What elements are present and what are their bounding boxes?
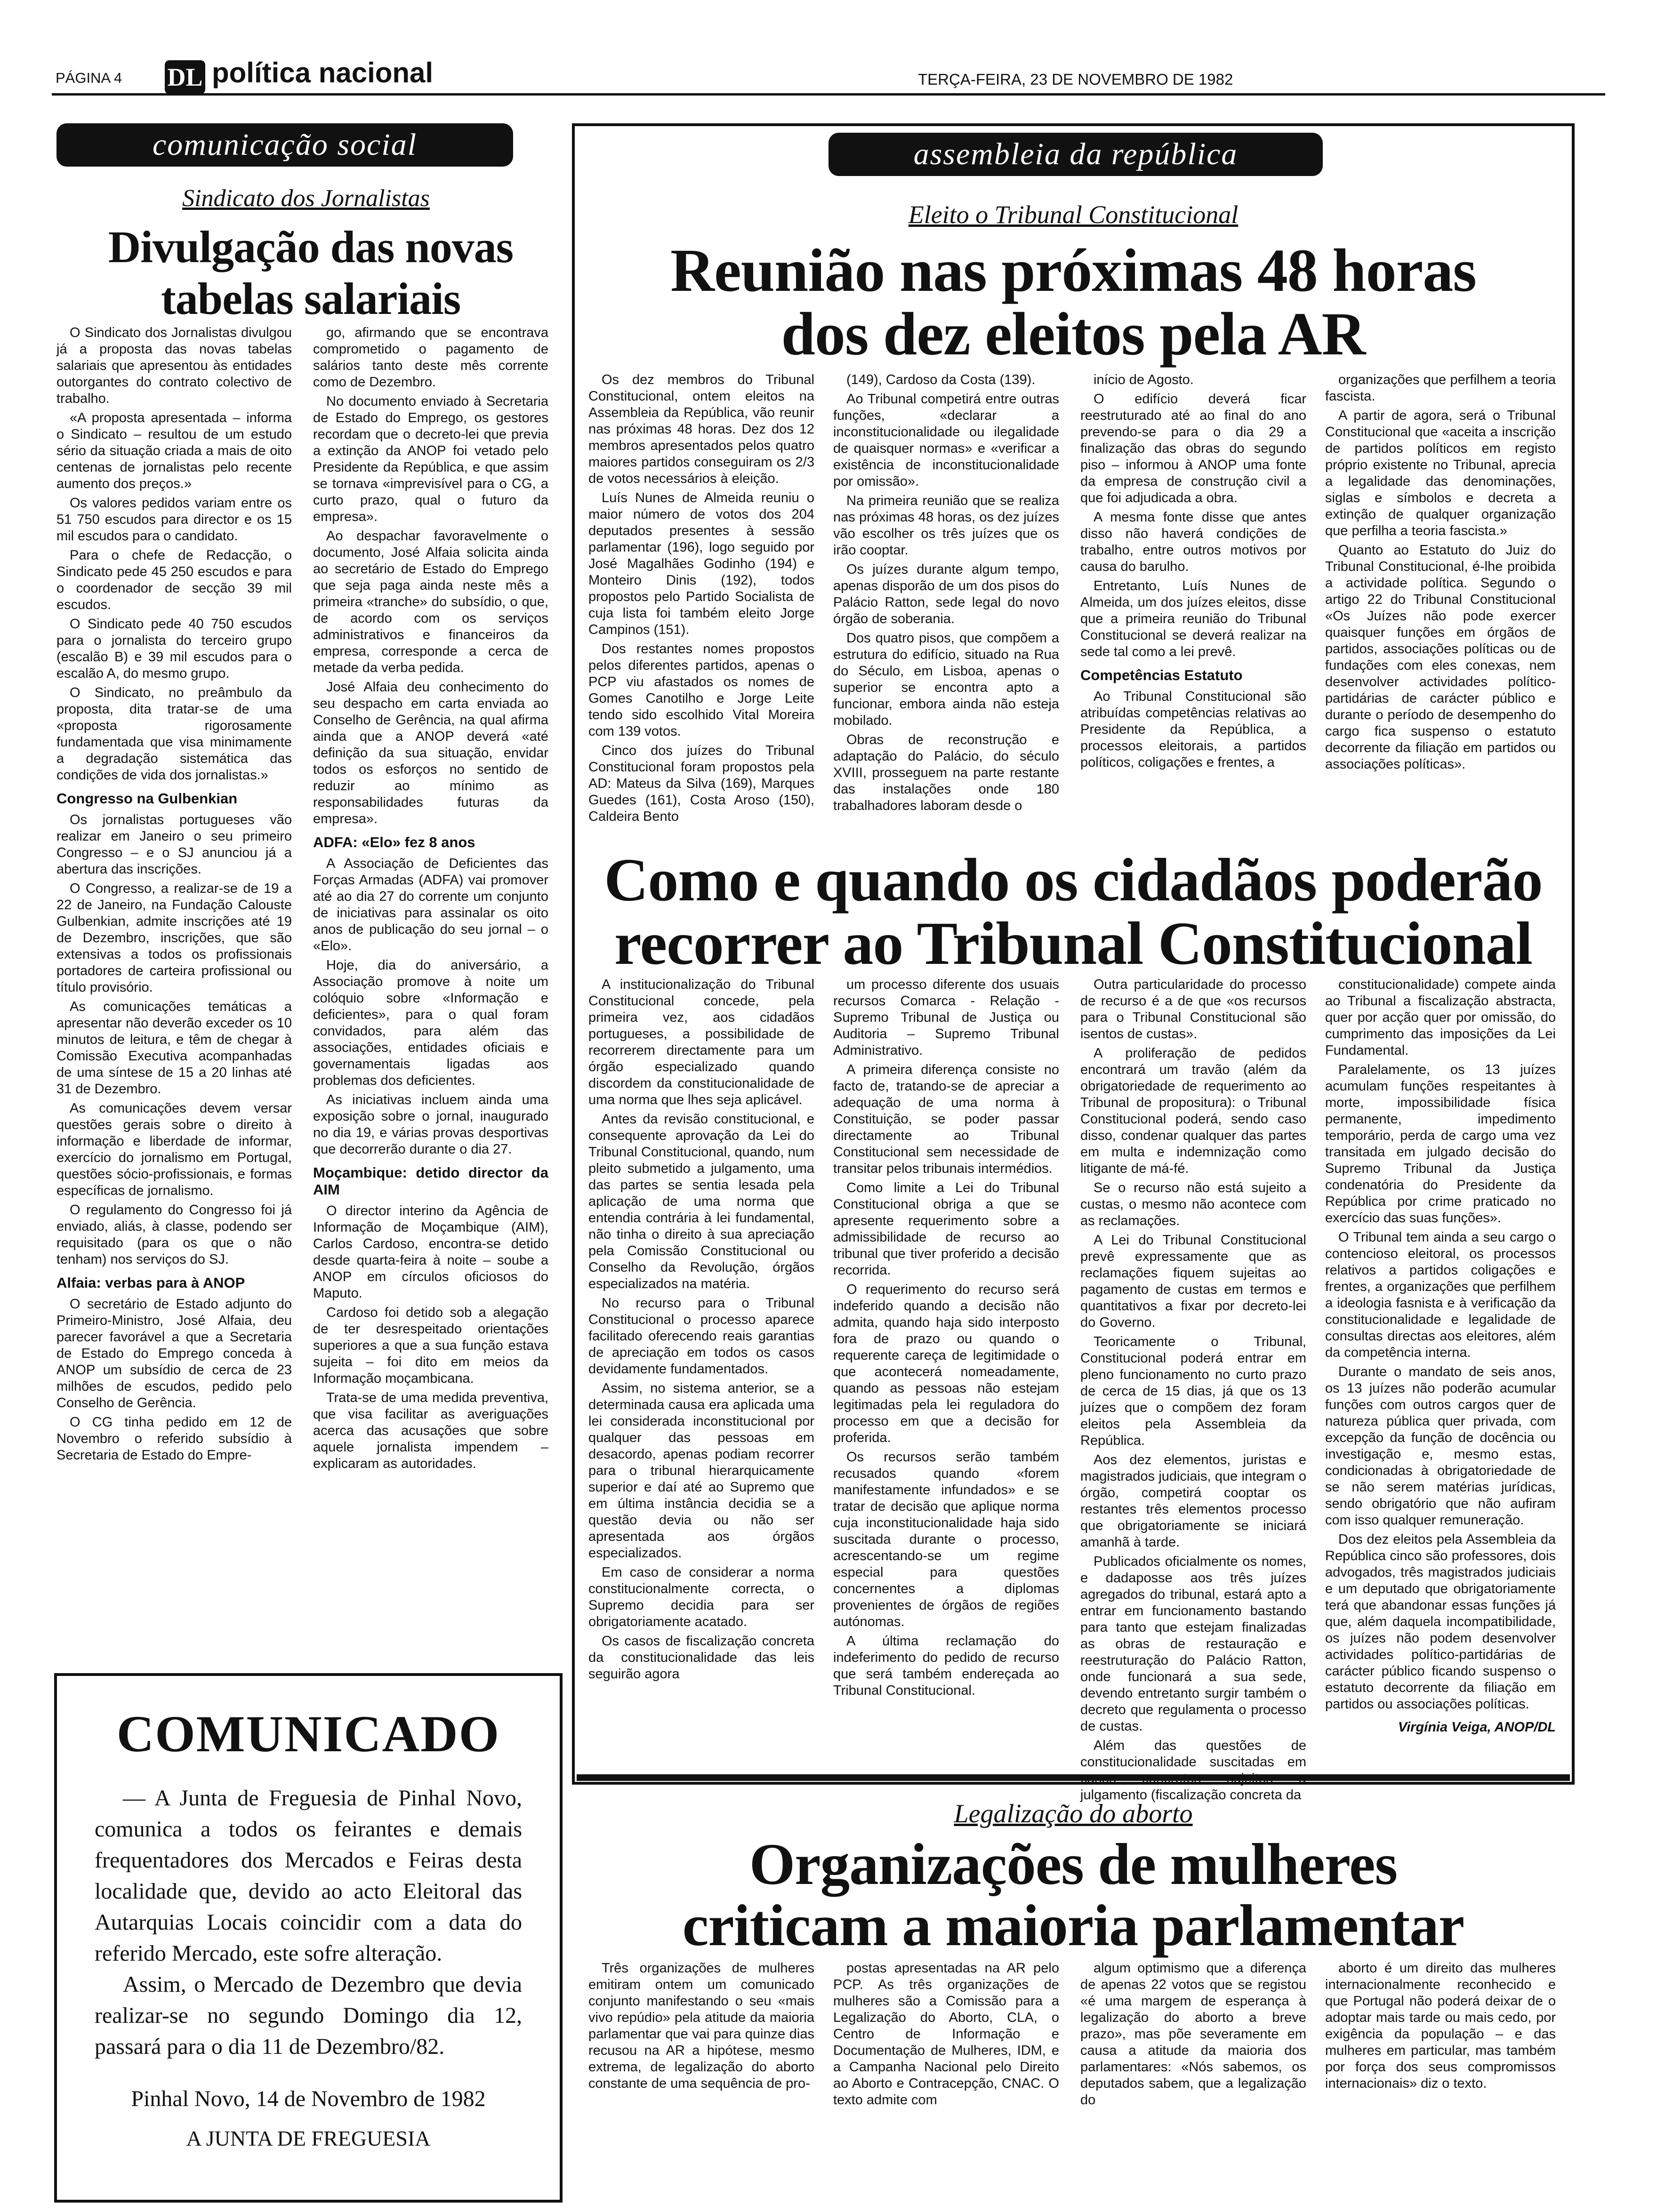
subhead-congresso: Congresso na Gulbenkian: [56, 790, 238, 807]
banner-comunicacao-social: comunicação social: [56, 123, 513, 167]
paragraph: O edifício deverá ficar reestruturado até ao final do ano prevendo-se para o dia 29 a finalização das obras do segundo piso – informou à ANOP uma fonte da empresa de construção civil a que foi adjudicada a obra.: [1080, 392, 1306, 505]
reuniao-col-2: [833, 372, 1059, 817]
paragraph: O Sindicato dos Jornalistas divulgou já a proposta das novas tabelas salariais que apresentou às entidades outorgantes do contrato colectivo de trabalho.: [56, 325, 292, 406]
paragraph: O secretário de Estado adjunto do Primeiro-Ministro, José Alfaia, deu parecer favorável a que a Secretaria de Estado do Emprego conceda à ANOP um subsídio de cerca de 23 milhões de escudos, pedido pelo Conselho de Gerência.: [56, 1297, 292, 1411]
paragraph: Os casos de fiscalização concreta da constitucionalidade das leis seguirão agora: [588, 1634, 814, 1682]
paragraph: Na primeira reunião que se realiza nas próximas 48 horas, os dez juízes vão escolher os três juízes que os irão cooptar.: [833, 493, 1059, 558]
byline: Virgínia Veiga, ANOP/DL: [1398, 1720, 1556, 1735]
paragraph: O Sindicato pede 40 750 escudos para o jornalista do terceiro grupo (escalão B) e 39 mil escudos para o escalão A, do mesmo grupo.: [56, 617, 292, 681]
header-rule: [52, 93, 1605, 96]
comunicado-box: [54, 1673, 563, 2203]
paragraph: Paralelamente, os 13 juízes acumulam funções respeitantes à morte, impossibilidade física permanente, impedimento temporário, perda de cargo uma vez transitada em julgado decisão do Supremo Tribunal da Justiça condenatória do Presidente da República por crime praticado no exercício das suas funções».: [1325, 1062, 1556, 1226]
headline-cidadaos-2: recorrer ao Tribunal Constitucional: [614, 910, 1532, 978]
headline-cidadaos-1: Como e quando os cidadãos poderão: [604, 846, 1543, 914]
paragraph: Obras de reconstrução e adaptação do Palácio, do século XVIII, prosseguem na parte restante das instalações onde 180 trabalhadores laboram desde o: [833, 732, 1059, 813]
kicker-aborto: Legalização do aborto: [954, 1799, 1193, 1828]
paragraph: um processo diferente dos usuais recursos Comarca - Relação - Supremo Tribunal de Justiça ou Auditoria – Supremo Tribunal Administrativo.: [833, 977, 1059, 1058]
paragraph: Hoje, dia do aniversário, a Associação promove à noite um colóquio sobre «Informação e deficientes», para o qual foram convidados, para além das associações, entidades oficiais e governamentais ligadas aos problemas dos deficientes.: [313, 958, 548, 1088]
banner-assembleia: assembleia da república: [828, 133, 1323, 176]
aborto-para-2: postas apresentadas na AR pelo PCP. As três organizações de mulheres são a Comissão para a Legalização do Aborto, CLA, o Centro de Informação e Documentação de Mulheres, IDM, e a Campanha Nacional pelo Direito ao Aborto e Contracepção, CNAC. O texto admite com: [833, 1961, 1059, 2108]
headline-tabelas: Divulgação das novas tabelas salariais: [108, 222, 514, 324]
subhead-competencias: Competências Estatuto: [1080, 667, 1243, 683]
paragraph: O Tribunal tem ainda a seu cargo o contencioso eleitoral, os processos relativos a partidos coligações e frentes, a organizações que perfilhem a ideologia fasnista e à verificação da constitucionalidade e legalidade de consultas directas aos eleitores, além da competência interna.: [1325, 1230, 1556, 1360]
headline-reuniao-1: Reunião nas próximas 48 horas: [670, 237, 1476, 305]
aborto-col-4: [1325, 1960, 1556, 2095]
paragraph: O Sindicato, no preâmbulo da proposta, dita tratar-se de uma «proposta rigorosamente fundamentada que visa minimamente a degradação sistemática das condições de vida dos jornalistas.»: [56, 685, 292, 783]
paragraph: O Congresso, a realizar-se de 19 a 22 de Janeiro, na Fundação Calouste Gulbenkian, admite inscrições até 19 de Dezembro, inscrições, que são extensivas a todos os profissionais portadores de carteira profissional ou título provisório.: [56, 881, 292, 995]
paragraph: Os jornalistas portugueses vão realizar em Janeiro o seu primeiro Congresso – e o SJ anunciou já a abertura das inscrições.: [56, 812, 292, 877]
paragraph: Luís Nunes de Almeida reuniu o maior número de votos dos 204 deputados presentes à sessão parlamentar (196), logo seguido por José Magalhães Godinho (194) e Monteiro Dinis (192), todos propostos pelo Partido Socialista de cuja lista foi também eleito Jorge Campinos (151).: [588, 490, 814, 637]
headline-reuniao-2: dos dez eleitos pela AR: [781, 300, 1366, 368]
paragraph: A institucionalização do Tribunal Constitucional concede, pela primeira vez, aos cidadãos portugueses, a possibilidade de recorrerem directamente para um órgão especializado quando discordem da constitucionalidade de uma norma que lhes seja aplicável.: [588, 977, 814, 1107]
paragraph: organizações que perfilhem a teoria fascista.: [1325, 372, 1556, 404]
reuniao-col-4: [1325, 372, 1556, 776]
paragraph: Antes da revisão constitucional, e consequente aprovação da Lei do Tribunal Constitucional, quando, num pleito submetido a julgamento, uma das partes se sentia lesada pela aplicação de uma norma que entendia contrária à lei fundamental, não tinha o direito à sua apreciação pela Comissão Constitucional ou Conselho da Revolução, órgãos especializados na matéria.: [588, 1112, 814, 1291]
paragraph: Quanto ao Estatuto do Juiz do Tribunal Constitucional, é-lhe proibida a actividade política. Segundo o artigo 22 do Tribunal Constitucional «Os Juízes não pode exercer quaisquer funções em órgãos de partidos, associações políticas ou de fundações com eles conexas, nem desenvolver actividades político-partidárias de carácter público e durante o período de desempenho do cargo fica suspenso o estatuto decorrente da filiação em partidos ou associações políticas».: [1325, 543, 1556, 772]
paragraph: Cardoso foi detido sob a alegação de ter desrespeitado orientações superiores a que a sua função estava sujeita – foi dito em meios da Informação moçambicana.: [313, 1305, 548, 1386]
paragraph: A Associação de Deficientes das Forças Armadas (ADFA) vai promover até ao dia 27 do corrente um conjunto de iniciativas para assinalar os oito anos de publicação do seu jornal – o «Elo».: [313, 856, 548, 954]
cidadaos-col-3: [1080, 977, 1306, 1806]
paragraph: No documento enviado à Secretaria de Estado do Emprego, os gestores recordam que o decreto-lei que previa a extinção da ANOP foi vetado pelo Presidente da República, e que assim se tornava «imprevisível para o CG, a curto prazo, qual o futuro da empresa».: [313, 394, 548, 524]
paragraph: Entretanto, Luís Nunes de Almeida, um dos juízes eleitos, disse que a primeira reunião do Tribunal Constitucional se deverá realizar na sede tal como a lei prevê.: [1080, 578, 1306, 659]
paragraph: Outra particularidade do processo de recurso é a de que «os recursos para o Tribunal Constitucional são isentos de custas».: [1080, 977, 1306, 1042]
cidadaos-col-4: [1325, 977, 1556, 1736]
paragraph: A última reclamação do indeferimento do pedido de recurso que será também endereçada ao Tribunal Constitucional.: [833, 1634, 1059, 1698]
comunicado-title: COMUNICADO: [116, 1705, 500, 1763]
paragraph: A proliferação de pedidos encontrará um travão (além da obrigatoriedade de requerimento ao Tribunal de propositura): o Tribunal Constitucional poderá, sendo caso disso, condenar qualquer das partes em multa e indemnização como litigante de má-fé.: [1080, 1046, 1306, 1176]
paragraph: Como limite a Lei do Tribunal Constitucional obriga a que se apresente requerimento sobre a admissibilidade de recurso ao tribunal que tiver proferido a decisão recorrida.: [833, 1180, 1059, 1278]
comunicado-body-2: Assim, o Mercado de Dezembro que devia realizar-se no segundo Domingo dia 12, passará para o dia 11 de Dezembro/82.: [95, 1972, 522, 2059]
comunicado-body: — A Junta de Freguesia de Pinhal Novo, comunica a todos os feirantes e demais frequentadores dos Mercados e Feiras desta localidade que, devido ao acto Eleitoral das Autarquias Locais coincidir com a data do referido Mercado, este sofre alteração.: [95, 1786, 522, 1966]
paragraph: Ao despachar favoravelmente o documento, José Alfaia solicita ainda ao secretário de Estado do Emprego que seja paga ainda neste mês a primeira «tranche» do subsídio, o que, de acordo com os serviços administrativos e financeiros da empresa, corresponde a cerca de metade da verba pedida.: [313, 529, 548, 675]
kicker-tribunal: Eleito o Tribunal Constitucional: [908, 200, 1239, 229]
reuniao-col-3: [1080, 372, 1306, 774]
paragraph: Teoricamente o Tribunal, Constitucional poderá entrar em pleno funcionamento no curto prazo de cerca de 15 dias, já que os 13 juízes que o compõem dez foram eleitos pela Assembleia da República.: [1080, 1334, 1306, 1448]
article-col-2: [313, 325, 548, 1475]
kicker-sindicato: Sindicato dos Jornalistas: [182, 185, 430, 212]
paragraph: Se o recurso não está sujeito a custas, o mesmo não acontece com as reclamações.: [1080, 1180, 1306, 1228]
subhead-mocambique: Moçambique: detido director da AIM: [313, 1164, 548, 1198]
paragraph: constitucionalidade) compete ainda ao Tribunal a fiscalização abstracta, quer por acção quer por omissão, do cumprimento das imposições da Lei Fundamental.: [1325, 977, 1556, 1058]
paragraph: A primeira diferença consiste no facto de, tratando-se de apreciar a adequação de uma norma à Constituição, se poder passar directamente ao Tribunal Constitucional sem necessidade de transitar pelos tribunais intermédios.: [833, 1062, 1059, 1176]
paragraph: As iniciativas incluem ainda uma exposição sobre o jornal, inaugurado no dia 19, e várias provas desportivas que decorrerão durante o dia 27.: [313, 1092, 548, 1157]
paragraph: Ao Tribunal competirá entre outras funções, «declarar a inconstitucionalidade ou ilegalidade de quaisquer normas» e «verificar a existência de inconstitucionalidade por omissão».: [833, 392, 1059, 489]
cidadaos-col-2: [833, 977, 1059, 1702]
paragraph: Durante o mandato de seis anos, os 13 juízes não poderão acumular funções com outros cargos quer de natureza pública quer privada, com excepção da função de docência ou investigação e, mesmo estas, condicionadas à obrigatoriedade de se não serem matérias jurídicas, sendo obrigatório que não aufiram com isso qualquer remuneração.: [1325, 1364, 1556, 1528]
page-number: PÁGINA 4: [56, 70, 122, 86]
paragraph: O director interino da Agência de Informação de Moçambique (AIM), Carlos Cardoso, encontra-se detido desde quarta-feira à noite – soube a ANOP em círculos oficiosos do Maputo.: [313, 1203, 548, 1301]
paragraph: Publicados oficialmente os nomes, e dadaposse aos três juízes agregados do tribunal, estará apto a entrar em funcionamento bastando para tanto que estejam finalizadas as obras de restauração e reestruturação do Palácio Ratton, onde funcionará a sua sede, devendo entretanto surgir também o decreto que regulamenta o processo de custas.: [1080, 1554, 1306, 1734]
paragraph: A Lei do Tribunal Constitucional prevê expressamente que as reclamações fiquem sujeitas ao pagamento de custas em termos e quantitativos a fixar por decreto-lei do Governo.: [1080, 1233, 1306, 1330]
paragraph: José Alfaia deu conhecimento do seu despacho em carta enviada ao Conselho de Gerência, na qual afirma ainda que a ANOP deverá «até definição da sua situação, envidar todos os esforços no sentido de reduzir ao mínimo as responsabilidades futuras da empresa».: [313, 680, 548, 826]
reuniao-col-1: [588, 372, 814, 828]
paragraph: Assim, no sistema anterior, se a determinada causa era aplicada uma lei considerada inconstitucional por qualquer das pessoas em desacordo, apenas podiam recorrer para o tribunal hierarquicamente superior e daí até ao Supremo que em última instância decidia se a questão devia ou não ser apresentada aos órgãos especializados.: [588, 1381, 814, 1561]
comunicado-signature: A JUNTA DE FREGUESIA: [186, 2126, 431, 2150]
paragraph: O CG tinha pedido em 12 de Novembro o referido subsídio à Secretaria de Estado do Empre-: [56, 1415, 292, 1463]
paragraph: Aos dez elementos, juristas e magistrados judiciais, que integram o órgão, competirá cooptar os restantes três elementos processo que obrigatoriamente se iniciará amanhã à tarde.: [1080, 1452, 1306, 1550]
headline-organizacoes-1: Organizações de mulheres: [749, 1832, 1398, 1897]
paragraph: Ao Tribunal Constitucional são atribuídas competências relativas ao Presidente da República, a processos eleitorais, a partidos políticos, coligações e frentes, a: [1080, 689, 1306, 770]
paragraph: go, afirmando que se encontrava comprometido o pagamento de salários tanto deste mês corrente como de Dezembro.: [313, 325, 548, 390]
paragraph: Os valores pedidos variam entre os 51 750 escudos para director e os 15 mil escudos para o candidato.: [56, 496, 292, 544]
paragraph: O requerimento do recurso será indeferido quando a decisão não admita, quando haja sido interposto fora de prazo ou quando o requerente careça de legitimidade o que acontecerá nomeadamente, quando as pessoas não estejam legitimadas pela lei reguladora do processo em que a decisão for proferida.: [833, 1282, 1059, 1445]
aborto-col-2: [833, 1960, 1059, 2111]
section-title: política nacional: [212, 57, 434, 88]
paragraph: O regulamento do Congresso foi já enviado, aliás, à classe, podendo ser requisitado (para os que o não tenham) nos serviços do SJ.: [56, 1202, 292, 1267]
newspaper-logo: DL: [165, 60, 205, 94]
aborto-col-3: [1080, 1960, 1306, 2111]
headline-organizacoes-2: criticam a maioria parlamentar: [682, 1893, 1464, 1958]
paragraph: Dos restantes nomes propostos pelos diferentes partidos, apenas o PCP viu afastados os nomes de Gomes Canotilho e Jorge Leite tendo sido escolhido Vital Moreira com 139 votos.: [588, 641, 814, 739]
paragraph: As comunicações temáticas a apresentar não deverão exceder os 10 minutos de leitura, e têm de chegar à Comissão Executiva acompanhadas de uma síntese de 15 a 20 linhas até 31 de Dezembro.: [56, 999, 292, 1097]
paragraph: (149), Cardoso da Costa (139).: [846, 372, 1036, 387]
paragraph: Os dez membros do Tribunal Constitucional, ontem eleitos na Assembleia da República, vão reunir nas próximas 48 horas. Dez dos 12 membros apresentados pelos quatro maiores partidos conseguiram os 2/3 de votos necessários à eleição.: [588, 372, 814, 486]
aborto-para-4: aborto é um direito das mulheres internacionalmente reconhecido e que Portugal não poderá deixar de o adoptar mais tarde ou mais cedo, por exigência da população – e das mulheres em particular, mas também por força dos seus compromissos internacionais» diz o texto.: [1325, 1961, 1556, 2091]
paragraph: Dos quatro pisos, que compõem a estrutura do edifício, situado na Rua do Século, em Lisboa, apenas o superior se encontra apto a funcionar, embora ainda não esteja mobilado.: [833, 631, 1059, 728]
aborto-col-1: [588, 1960, 814, 2095]
aborto-para-3: algum optimismo que a diferença de apenas 22 votos que se registou «é uma margem de esperança à legalização do aborto a breve prazo», mas põe severamente em causa a atitude da maioria dos parlamentares: «Nós sabemos, os deputados sabem, que a legalização do: [1080, 1961, 1306, 2108]
paragraph: Trata-se de uma medida preventiva, que visa facilitar as averiguações acerca das acusações que sobre aquele jornalista impendem – explicaram as autoridades.: [313, 1390, 548, 1471]
paragraph: As comunicações devem versar questões gerais sobre o direito à informação e liberdade de informar, exercício do jornalismo em Portugal, questões sócio-profissionais, e formas específicas de jornalismo.: [56, 1101, 292, 1198]
paragraph: No recurso para o Tribunal Constitucional o processo aparece facilitado oferecendo reais garantias de apreciação em todos os casos devidamente fundamentados.: [588, 1296, 814, 1377]
article-col-1: [56, 325, 292, 1467]
paragraph: A mesma fonte disse que antes disso não haverá condições de trabalho, entre outros motivos por causa do barulho.: [1080, 510, 1306, 574]
paragraph: Dos dez eleitos pela Assembleia da República cinco são professores, dois advogados, três magistrados judiciais e um deputado que obrigatoriamente terá que abandonar essas funções já que, além daquela incompatibilidade, os juízes não podem desenvolver actividades político-partidárias de carácter público ficando suspenso o estatuto decorrente da filiação em partidos ou associações políticas.: [1325, 1532, 1556, 1712]
cidadaos-col-1: [588, 977, 814, 1685]
paragraph: Em caso de considerar a norma constitucionalmente correcta, o Supremo decidia para ser obrigatoriamente acatado.: [588, 1565, 814, 1629]
paragraph: início de Agosto.: [1094, 372, 1194, 387]
page-date: TERÇA-FEIRA, 23 DE NOVEMBRO DE 1982: [918, 71, 1233, 88]
paragraph: Os recursos serão também recusados quando «forem manifestamente infundados» e se tratar de decisão que aplique norma cuja inconstitucionalidade haja sido suscitada durante o processo, acrescentando-se um regime especial para questões concernentes a diplomas provenientes de órgãos de regiões autónomas.: [833, 1450, 1059, 1629]
assembleia-bottom-rule: [577, 1774, 1570, 1781]
subhead-adfa: ADFA: «Elo» fez 8 anos: [313, 834, 475, 850]
aborto-para-1: Três organizações de mulheres emitiram ontem um comunicado conjunto manifestando o seu «mais vivo repúdio» pela atitude da maioria parlamentar que vai para quinze dias recusou na AR a hipótese, mesmo extrema, de legalização do aborto constante de uma sequência de pro-: [588, 1961, 814, 2091]
comunicado-place: Pinhal Novo, 14 de Novembro de 1982: [131, 2086, 486, 2111]
paragraph: «A proposta apresentada – informa o Sindicato – resultou de um estudo sério da situação criada a mais de oito centenas de jornalistas pelo recente aumento dos preços.»: [56, 410, 292, 491]
paragraph: Além das questões de constitucionalidade suscitadas em julgamento (fiscalização concreta da: [1080, 1738, 1306, 1803]
paragraph: Cinco dos juízes do Tribunal Constitucional foram propostos pela AD: Mateus da Silva (169), Marques Guedes (161), Costa Aroso (150), Caldeira Bento: [588, 743, 814, 824]
paragraph: A partir de agora, será o Tribunal Constitucional que «aceita a inscrição de partidos políticos em registo próprio existente no Tribunal, aprecia a legalidade das denominações, siglas e símbolos e decreta a extinção de qualquer organização que perfilha a teoria fascista.»: [1325, 408, 1556, 538]
paragraph: Os juízes durante algum tempo, apenas disporão de um dos pisos do Palácio Ratton, sede legal do novo órgão de soberania.: [833, 562, 1059, 626]
paragraph: Para o chefe de Redacção, o Sindicato pede 45 250 escudos e para o coordenador de secção 39 mil escudos.: [56, 548, 292, 612]
subhead-alfaia: Alfaia: verbas para à ANOP: [56, 1274, 245, 1291]
